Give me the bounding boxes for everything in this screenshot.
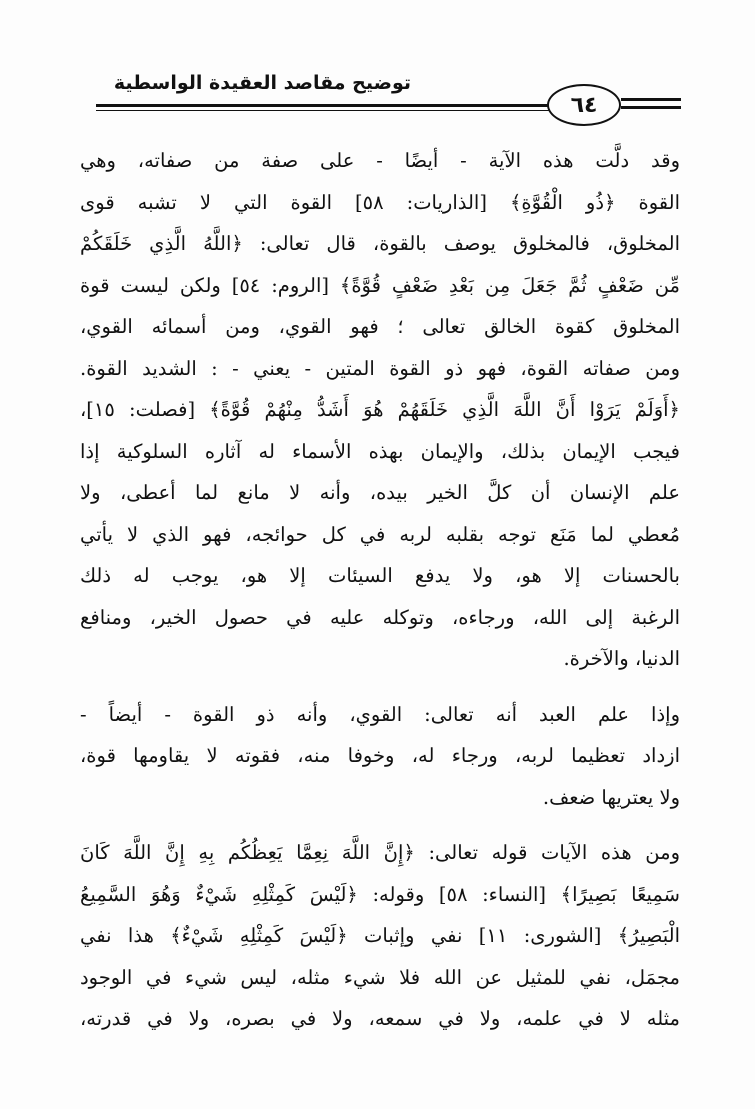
text-line: مِّن ضَعْفٍ ثُمَّ جَعَلَ مِن بَعْدِ ضَعْفٍ قُوَّةً﴾ [الروم: ٥٤] ولكن ليست قوة — [80, 273, 680, 297]
paragraph-3 — [80, 832, 680, 1040]
text-line: المخلوق كقوة الخالق تعالى ؛ فهو القوي، ومن أسمائه القوي، — [80, 315, 680, 338]
text-line: القوة ﴿ذُو الْقُوَّةِ﴾ [الذاريات: ٥٨] القوة التي لا تشبه قوى — [80, 190, 680, 214]
text-line: سَمِيعًا بَصِيرًا﴾ [النساء: ٥٨] وقوله: ﴿لَيْسَ كَمِثْلِهِ شَيْءٌ وَهُوَ السَّمِيعُ — [80, 882, 680, 906]
header-rule-thick — [96, 104, 561, 107]
text-line: وقد دلَّت هذه الآية - أيضًا - على صفة من صفاته، وهي — [80, 149, 680, 172]
page-body — [80, 140, 680, 1040]
text-line: مثله لا في علمه، ولا في سمعه، ولا في بصره، ولا في قدرته، — [80, 1007, 680, 1030]
text-line: الدنيا، والآخرة. — [563, 647, 680, 670]
text-line: المخلوق، فالمخلوق يوصف بالقوة، قال تعالى: ﴿اللَّهُ الَّذِي خَلَقَكُمْ — [80, 232, 680, 255]
page-header — [76, 66, 681, 126]
text-line: وإذا علم العبد أنه تعالى: القوي، وأنه ذو القوة - أيضاً - — [80, 702, 680, 726]
text-line: بالحسنات إلا هو، ولا يدفع السيئات إلا هو، يوجب له ذلك — [80, 564, 680, 587]
paragraph-gap — [80, 818, 680, 832]
text-line: مجمَل، نفي للمثيل عن الله فلا شيء مثله، ليس شيء في الوجود — [80, 965, 680, 989]
text-line: فيجب الإيمان بذلك، والإيمان بهذه الأسماء له آثاره السلوكية إذا — [80, 439, 680, 463]
header-rule-right-lower — [621, 106, 681, 109]
paragraph-gap — [80, 680, 680, 694]
text-line: الْبَصِيرُ﴾ [الشورى: ١١] نفي وإثبات ﴿لَيْسَ كَمِثْلِهِ شَيْءٌ﴾ هذا نفي — [80, 924, 680, 947]
paragraph-1 — [80, 140, 680, 680]
page-number: ٦٤ — [547, 84, 621, 126]
text-line: الرغبة إلى الله، ورجاءه، وتوكله عليه في حصول الخير، ومنافع — [80, 605, 680, 629]
text-line: ولا يعتريها ضعف. — [542, 785, 680, 809]
text-line: ﴿أَوَلَمْ يَرَوْا أَنَّ اللَّهَ الَّذِي خَلَقَهُمْ هُوَ أَشَدُّ مِنْهُمْ قُوَّةً﴾ [فصلت: ١٥]، — [80, 398, 680, 421]
text-line: علم الإنسان أن كلَّ الخير بيده، وأنه لا مانع لما أعطى، ولا — [80, 481, 680, 504]
text-line: ومن هذه الآيات قوله تعالى: ﴿إِنَّ اللَّهَ نِعِمَّا يَعِظُكُم بِهِ إِنَّ اللَّهَ كَانَ — [80, 841, 680, 864]
text-line: ومن صفاته القوة، فهو ذو القوة المتين - يعني - : الشديد القوة. — [80, 356, 680, 380]
text-line: مُعطي لما مَنَع توجه بقلبه لربه في كل حوائجه، فهو الذي لا يأتي — [80, 522, 680, 546]
header-rule-right-upper — [621, 98, 681, 101]
running-title: توضيح مقاصد العقيدة الواسطية — [113, 72, 411, 94]
paragraph-2 — [80, 694, 680, 819]
header-rule-thin — [96, 110, 561, 111]
text-line: ازداد تعظيما لربه، ورجاء له، وخوفا منه، فقوته لا يقاومها قوة، — [80, 744, 680, 767]
